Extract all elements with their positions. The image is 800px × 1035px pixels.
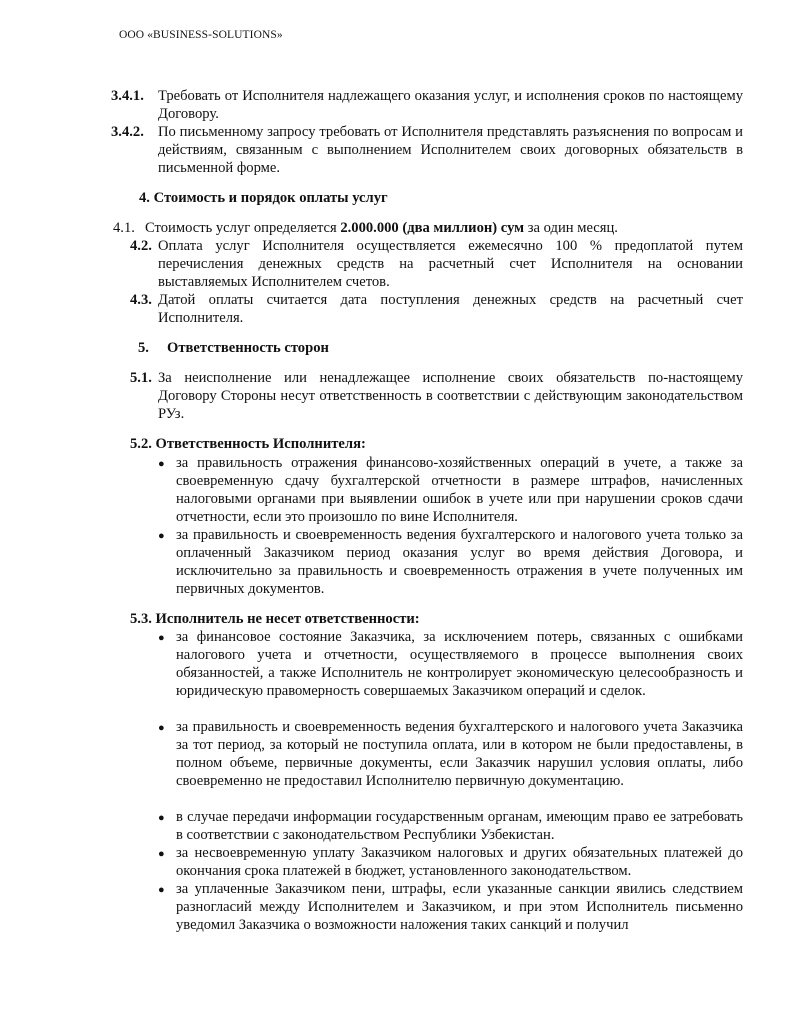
clause-text-4-1: [145, 219, 745, 237]
bullet-dot-icon: ●: [158, 458, 165, 470]
section-number-5: 5.: [138, 340, 149, 356]
bullet-dot-icon: ●: [158, 812, 165, 824]
clause-4-1-text-before: Стоимость услуг определяется: [145, 220, 341, 236]
list-item: за правильность и своевременность ведения бухгалтерского и налогового учета только за оплаченный Заказчиком период оказания услуг во время действия Договора, и исключительно за правильность и своевременность отражения в учете полученных им первичных документов.: [176, 527, 743, 597]
clause-text-4-3: Датой оплаты считается дата поступления денежных средств на расчетный счет Исполнителя.: [158, 292, 743, 326]
list-item: в случае передачи информации государственным органам, имеющим право ее затребовать в соответствии с законодательством Республики Узбекистан.: [176, 809, 743, 843]
bullet-dot-icon: ●: [158, 722, 165, 734]
clause-number-4-1: 4.1.: [113, 220, 135, 236]
list-item: за финансовое состояние Заказчика, за исключением потерь, связанных с ошибками налогового учета и отчетности, осуществляемого в процессе выполнения своих обязанностей, а также Исполнитель не контролирует экономическую целесообразность и юридическую правомерность совершаемых Заказчиком операций и сделок.: [176, 629, 743, 699]
clause-4-1-text-after: за один месяц.: [524, 220, 618, 236]
clause-4-1-price: 2.000.000 (два миллион) сум: [340, 220, 525, 236]
clause-text-3-4-1: Требовать от Исполнителя надлежащего оказания услуг, и исполнения сроков по настоящему Договору.: [158, 88, 743, 122]
list-item: за правильность и своевременность ведения бухгалтерского и налогового учета Заказчика за тот период, за который не поступила оплата, или в котором не были предоставлены, в полном объеме, первичные документы, если Заказчик нарушил условия оплаты, либо своевременно не предоставил Исполнителю первичную документацию.: [176, 719, 743, 789]
bullet-dot-icon: ●: [158, 884, 165, 896]
list-item: за несвоевременную уплату Заказчиком налоговых и других обязательных платежей до окончания срока платежей в бюджет, установленного законодательством.: [176, 845, 743, 879]
clause-text-5-1: За неисполнение или ненадлежащее исполнение своих обязательств по-настоящему Договору Стороны несут ответственность в соответствии с действующим законодательством РУз.: [158, 370, 743, 422]
bullet-dot-icon: ●: [158, 848, 165, 860]
page-header-company: ООО «BUSINESS-SOLUTIONS»: [119, 29, 283, 41]
list-item: за уплаченные Заказчиком пени, штрафы, если указанные санкции явились следствием разногласий между Исполнителем и Заказчиком, и при этом Исполнитель письменно уведомил Заказчика о возможности наложения таких санкций и получил: [176, 881, 743, 933]
clause-number-4-2: 4.2.: [130, 238, 152, 254]
clause-number-4-3: 4.3.: [130, 292, 152, 308]
section-title-5: Ответственность сторон: [167, 340, 329, 356]
subsection-title-5-2: 5.2. Ответственность Исполнителя:: [130, 436, 366, 452]
bullet-dot-icon: ●: [158, 632, 165, 644]
clause-number-5-1: 5.1.: [130, 370, 152, 386]
clause-text-3-4-2: По письменному запросу требовать от Исполнителя представлять разъяснения по вопросам и действиям, связанным с выполнением Исполнителем своих договорных обязательств в письменной форме.: [158, 124, 743, 176]
bullet-dot-icon: ●: [158, 530, 165, 542]
list-item: за правильность отражения финансово-хозяйственных операций в учете, а также за своевременную сдачу бухгалтерской отчетности в размере штрафов, начисленных налоговыми органами при выявлении ошибок в учете или при нарушении сроков сдачи отчетности, если это произошло по вине Исполнителя.: [176, 455, 743, 525]
subsection-title-5-3: 5.3. Исполнитель не несет ответственности:: [130, 611, 420, 627]
clause-number-3-4-1: 3.4.1.: [111, 88, 144, 104]
clause-text-4-2: Оплата услуг Исполнителя осуществляется ежемесячно 100 % предоплатой путем перечисления денежных средств на расчетный счет Исполнителя на основании выставляемых Исполнителем счетов.: [158, 238, 743, 290]
clause-number-3-4-2: 3.4.2.: [111, 124, 144, 140]
section-title-4: 4. Стоимость и порядок оплаты услуг: [139, 190, 388, 206]
